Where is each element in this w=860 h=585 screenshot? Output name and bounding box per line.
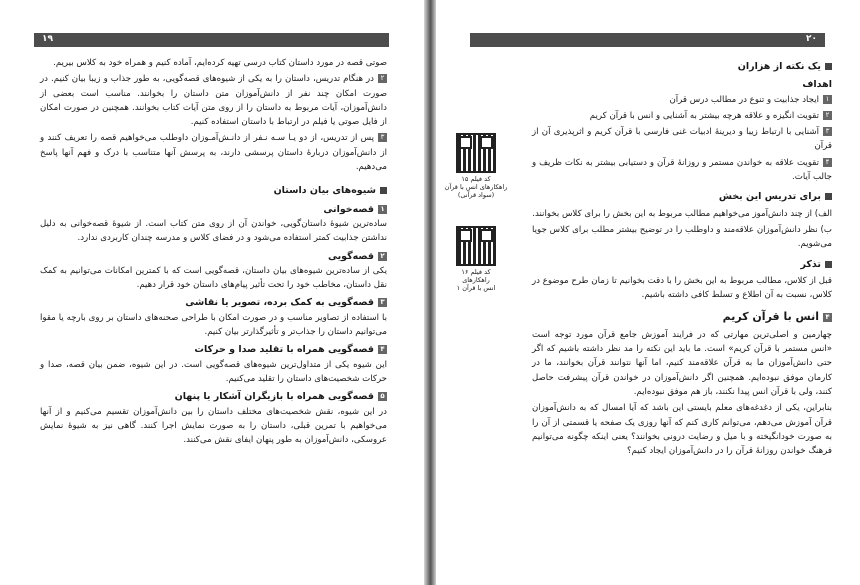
method-text: ساده‌ترین شیوهٔ داستان‌گویی، خواندن آن از روی متن کتاب است. از شیوهٔ قصه‌خوانی به دلیل نداشتن جذابیت کمتر استفاده می‌شود و در فضای کلاس و مدرسه چندان کاربردی ندارد. [40,218,387,244]
right-page-body [532,56,832,460]
note-text: قبل از کلاس، مطالب مربوط به این بخش را با دقت بخوانیم تا زمان طرح موضوع در کلاس، نسبت به آن اطلاع و تسلط کافی داشته باشیم. [532,275,832,301]
square-bullet-icon [380,187,387,194]
step-number: ۳ [378,133,387,142]
method-title: ۲قصه‌گویی [40,250,387,264]
paragraph: بنابراین، یکی از دغدغه‌های معلم بایستی این باشد که آیا امسال که به دانش‌آموزان قرآن آموزش می‌دهم، می‌توانم کاری کنم که آنها روزی یک صفحه یا قسمتی از آن را به صورت خودانگیخته و با میل و رضایت درونی بخوانند؟ یعنی اینکه چگونه می‌توانیم فرهنگ خواندن روزانهٔ قرآن را در دانش‌آموزان ایجاد کنیم؟ [532,403,832,457]
method-title: ۱قصه‌خوانی [40,203,387,217]
method-text: در این شیوه، نقش شخصیت‌های مختلف داستان را بین دانش‌آموزان تقسیم می‌کنیم و از آنها می‌خواهیم با تمرین قبلی، داستان را به صورت نمایش اجرا کنند. گاهی نیز به شیوهٔ نمایش عروسکی، دانش‌آموزان به طور پنهان ایفای نقش می‌کنند. [40,406,387,446]
teaching-item: ب) نظر دانش‌آموزان علاقه‌مند و داوطلب را در توضیح بیشتر مطلب برای کلاس جویا می‌شویم. [532,224,832,250]
section-title: شیوه‌های بیان داستان [40,184,387,198]
left-page-body [40,56,387,449]
qr-caption: کد فیلم ۱۶ راهکارهای انس با قرآن ۱ [456,268,496,292]
qr-code-icon[interactable] [456,133,496,173]
page-number: ۱۹ [42,34,53,44]
paragraph: ۳پس از تدریس، از دو یـا سـه نـفر از دانـش‌آمـوزان داوطلب می‌خواهیم قصه را تعریف کنند و از دانش‌آموزان دربارهٔ داستان پرسشی دارند، به پرسش آنها متناسب با درک و فهم آنها پاسخ می‌دهیم. [40,133,387,173]
goals-title: اهداف [802,79,832,91]
step-number: ۳ [378,298,387,307]
teaching-title: برای تدریس این بخش [532,190,832,204]
square-bullet-icon [825,193,832,200]
paragraph: ۲در هنگام تدریس، داستان را به یکی از شیوه‌های قصه‌گویی، به طور جذاب و زیبا بیان کنیم. در صورت امکان چند نفر از دانش‌آموزان متن داستان را بخوانند. مناسب است بعضی از دانش‌آموزان، آیات مربوط به داستان را از روی متن آیات کتاب بخوانند. همچنین در صورت امکان از فایل صوتی یا فیلم در ارتباط با داستان استفاده کنیم. [40,74,387,128]
method-title: ۵قصه‌گویی همراه با بازیگران آشکار یا پنهان [40,390,387,404]
paragraph: چهارمین و اصلی‌ترین مهارتی که در فرایند آموزش جامع قرآن مورد توجه است «انس مستمر با قرآن کریم» است. ما باید این نکته را مد نظر داشته باشیم که اگر حتی دانش‌آموزان ما به قرآن علاقه‌مند کنیم، اما آنها نتوانند قرآن بخوانند، ما در کارمان موفق نبوده‌ایم. همچنین اگر دانش‌آموزان در خواندن قرآن پیشرفت حاصل کنند، ولی با قرآن انس پیدا نکنند، باز هم موفق نبوده‌ایم. [532,329,832,397]
teaching-item: الف) از چند دانش‌آموز می‌خواهیم مطالب مربوط به این بخش را برای کلاس بخوانند. [532,208,832,219]
right-page [436,0,860,585]
step-number: ۲ [378,74,387,83]
qr-caption: کد فیلم ۱۵ راهکارهای انس با قرآن (سواد قرآنی) [444,175,508,199]
method-title: ۴قصه‌گویی همراه با تقلید صدا و حرکات [40,343,387,357]
method-text: یکی از ساده‌ترین شیوه‌های بیان داستان، قصه‌گویی است که با کمترین امکانات می‌توانیم به کمک نقل داستان، مخاطب خود را تحت تأثیر پیام‌های داستان خود قرار دهیم. [40,265,387,291]
step-number: ۴ [378,345,387,354]
step-number: ۴ [823,158,832,167]
step-number: ۱ [823,95,832,104]
page-title: یک نکته از هزاران [532,60,832,74]
page-header-bar [470,33,825,47]
step-number: ۳ [823,127,832,136]
qr-code-icon[interactable] [456,226,496,266]
uns-title: ۴انس با قرآن کریم [532,310,832,324]
qr-code-block[interactable] [438,226,514,292]
paragraph: صوتی قصه در مورد داستان کتاب درسی تهیه کرده‌ایم، آماده کنیم و همراه خود به کلاس بیریم. [53,58,387,68]
step-number: ۴ [823,313,832,322]
book-gutter [424,0,436,585]
square-bullet-icon [825,63,832,70]
note-title: تذکر [532,258,832,272]
left-page [0,0,424,585]
method-text: این شیوه یکی از متداول‌ترین شیوه‌های قصه‌گویی است. در این شیوه، ضمن بیان قصه، صدا و حرکات شخصیت‌های داستان را تقلید می‌کنیم. [40,359,387,384]
square-bullet-icon [825,261,832,268]
goal-item: ۴تقویت علاقه به خواندن مستمر و روزانهٔ قرآن و دستیابی بیشتر به نکات ظریف و جالب آیات. [532,157,832,183]
method-text: با استفاده از تصاویر مناسب و در صورت امکان با طراحی صحنه‌های داستان بر روی بارچه یا مقوا می‌توانیم داستان را جذاب‌تر و تأثیرگذارتر بیان کنیم. [40,312,387,338]
step-number: ۵ [378,392,387,401]
goal-item: ۳آشنایی با ارتباط زیبا و دیرینهٔ ادبیات غنی فارسی با قرآن کریم و اثرپذیری آن از قرآن [532,127,832,152]
goal-item: ۲تقویت انگیزه و علاقه هرچه بیشتر به آشنایی و انس با قرآن کریم [532,109,832,123]
step-number: ۲ [378,252,387,261]
step-number: ۲ [823,111,832,120]
page-number: ۲۰ [806,34,817,44]
qr-code-block[interactable] [438,133,514,199]
goal-item: ۱ایجاد جذابیت و تنوع در مطالب درس قرآن [532,93,832,107]
page-header-bar [34,33,389,47]
method-title: ۳قصه‌گویی به کمک برده، تصویر یا نقاشی [40,296,387,310]
step-number: ۱ [378,205,387,214]
